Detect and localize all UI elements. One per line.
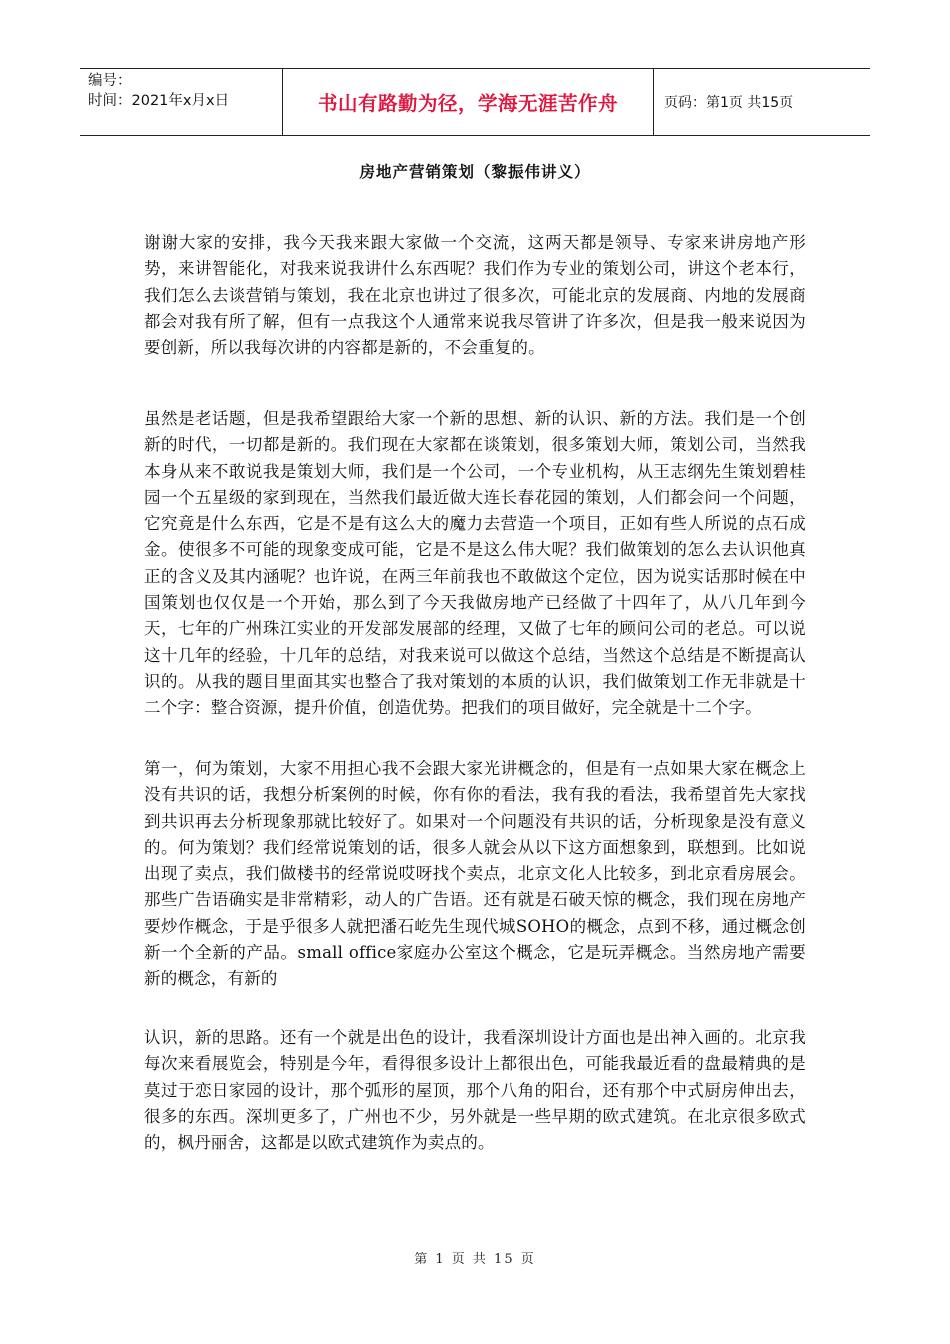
doc-date-label: 时间：2021年x月x日 (88, 93, 230, 109)
paragraph: 虽然是老话题，但是我希望跟给大家一个新的思想、新的认识、新的方法。我们是一个创新的时代，一切都是新的。我们现在大家都在谈策划，很多策划大师，策划公司，当然我本身从来不敢说我是策划大师，我们是一个公司，一个专业机构，从王志纲先生策划碧桂园一个五星级的家到现在，当然我们最近做大连长春花园的策划，人们都会问一个问题，它究竟是什么东西，它是不是有这么大的魔力去营造一个项目，正如有些人所说的点石成金。使很多不可能的现象变成可能，它是不是这么伟大呢？我们做策划的怎么去认识他真正的含义及其内涵呢？也许说，在两三年前我也不敢做这个定位，因为说实话那时候在中国策划也仅仅是一个开始，那么到了今天我做房地产已经做了十四年了，从八几年到今天，七年的广州珠江实业的开发部发展部的经理，又做了七年的顾问公司的老总。可以说这十几年的经验，十几年的总结，对我来说可以做这个总结，当然这个总结是不断提高认识的。从我的题目里面其实也整合了我对策划的本质的认识，我们做策划工作无非就是十二个字：整合资源，提升价值，创造优势。把我们的项目做好，完全就是十二个字。 (144, 409, 806, 718)
paragraph: 第一，何为策划，大家不用担心我不会跟大家光讲概念的，但是有一点如果大家在概念上没有共识的话，我想分析案例的时候，你有你的看法，我有我的看法，我希望首先大家找到共识再去分析现象那就比较好了。如果对一个问题没有共识的话，分析现象是没有意义的。何为策划？我们经常说策划的话，很多人就会从以下这方面想象到，联想到。比如说出现了卖点，我们做楼书的经常说哎呀找个卖点，北京文化人比较多，到北京看房展会。那些广告语确实是非常精彩，动人的广告语。还有就是石破天惊的概念，我们现在房地产要炒作概念，于是乎很多人就把潘石屹先生现代城SOHO的概念，点到不移，通过概念创新一个全新的产品。small office家庭办公室这个概念，它是玩弄概念。当然房地产需要新的概念，有新的 (144, 759, 806, 989)
header-page-info: 页码：第1页 共15页 (664, 95, 794, 111)
paragraph: 认识，新的思路。还有一个就是出色的设计，我看深圳设计方面也是出神入画的。北京我每次来看展览会，特别是今年，看得很多设计上都很出色，可能我最近看的盘最精典的是莫过于恋日家园的设计，那个弧形的屋顶，那个八角的阳台，还有那个中式厨房伸出去，很多的东西。深圳更多了，广州也不少，另外就是一些早期的欧式建筑。在北京很多欧式的，枫丹丽舍，这都是以欧式建筑作为卖点的。 (144, 1028, 806, 1153)
header-motto: 书山有路勤为径，学海无涯苦作舟 (282, 69, 654, 135)
document-title: 房地产营销策划（黎振伟讲义） (359, 163, 591, 181)
doc-number-label: 编号： (88, 73, 132, 89)
paragraph: 谢谢大家的安排，我今天我来跟大家做一个交流，这两天都是领导、专家来讲房地产形势，来讲智能化，对我来说我讲什么东西呢？我们作为专业的策划公司，讲这个老本行，我们怎么去谈营销与策划，我在北京也讲过了很多次，可能北京的发展商、内地的发展商都会对我有所了解，但有一点我这个人通常来说我尽管讲了许多次，但是我一般来说因为要创新，所以我每次讲的内容都是新的，不会重复的。 (144, 233, 806, 358)
page-header (80, 68, 870, 136)
page-footer: 第 1 页 共 15 页 (414, 1252, 536, 1267)
header-meta (80, 69, 282, 135)
